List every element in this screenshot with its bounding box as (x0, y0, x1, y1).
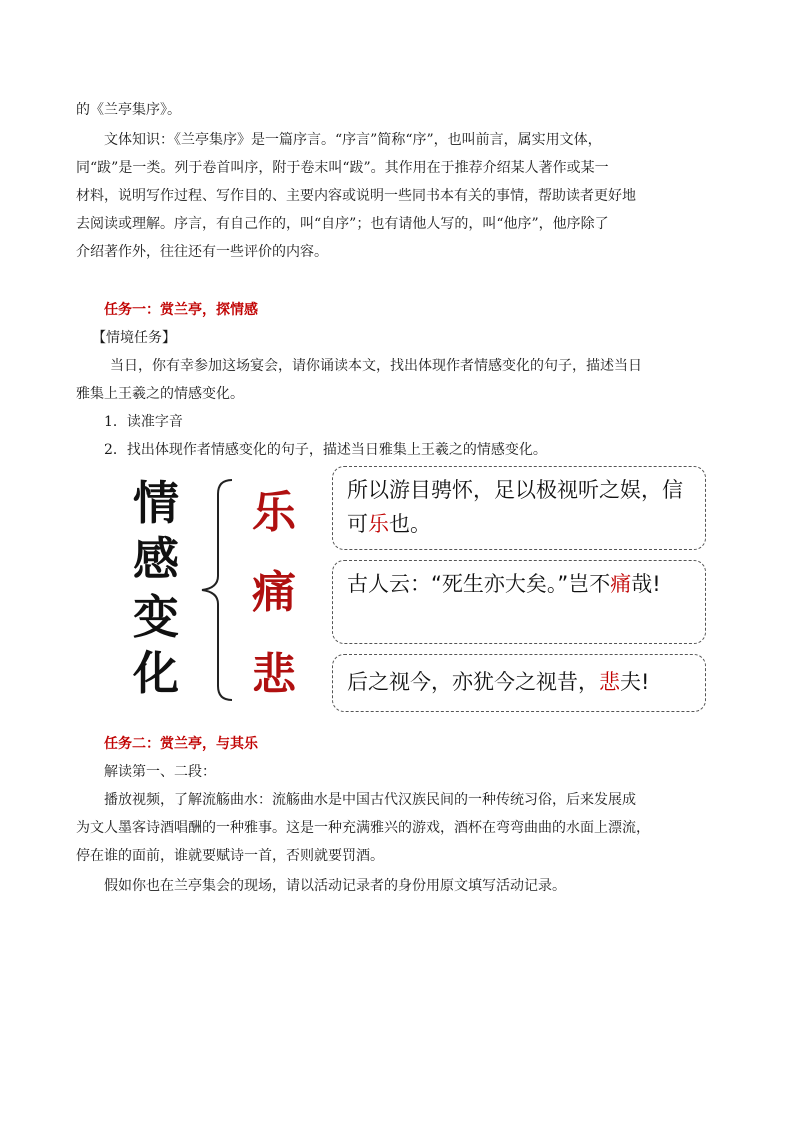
task2-line: 播放视频，了解流觞曲水：流觞曲水是中国古代汉族民间的一种传统习俗，后来发展成 (104, 792, 636, 808)
situation-line: 当日，你有幸参加这场宴会，请你诵读本文，找出体现作者情感变化的句子，描述当日 (110, 358, 642, 374)
paragraph-line: 同“跋”是一类。列于卷首叫序，附于卷末叫“跋”。其作用在于推荐介绍某人著作或某一 (76, 160, 609, 176)
quote-highlight: 痛 (610, 572, 632, 596)
quote-text: 也。 (389, 512, 431, 536)
quote-box (332, 466, 706, 550)
task1-heading: 任务一：赏兰亭，探情感 (104, 302, 258, 318)
emotion-char: 乐 (252, 487, 296, 538)
paragraph-line: 的《兰亭集序》。 (76, 102, 181, 118)
quote-text: 哉! (631, 572, 661, 596)
brace-icon (196, 476, 240, 704)
quote-text: 古人云：“死生亦大矣。”岂不 (347, 572, 611, 596)
title-char: 变 (133, 590, 179, 644)
title-char: 感 (133, 532, 179, 586)
task2-line: 为文人墨客诗酒唱酬的一种雅事。这是一种充满雅兴的游戏，酒杯在弯弯曲曲的水面上漂流， (76, 820, 650, 836)
quote-highlight: 乐 (368, 512, 389, 536)
task2-heading: 任务二：赏兰亭，与其乐 (104, 736, 258, 752)
paragraph-line: 材料，说明写作过程、写作目的、主要内容或说明一些同书本有关的事情，帮助读者更好地 (76, 188, 636, 204)
step-item: 1．读准字音 (104, 414, 183, 430)
quote-box (332, 560, 706, 644)
situation-line: 雅集上王羲之的情感变化。 (76, 386, 244, 402)
step-item: 2．找出体现作者情感变化的句子，描述当日雅集上王羲之的情感变化。 (104, 442, 547, 458)
task2-line: 停在谁的面前，谁就要赋诗一首，否则就要罚酒。 (76, 848, 384, 864)
quote-text: 后之视今，亦犹今之视昔， (347, 670, 599, 694)
title-char: 化 (133, 646, 179, 700)
quote-highlight: 悲 (599, 670, 620, 694)
paragraph-line: 文体知识：《兰亭集序》是一篇序言。“序言”简称“序”，也叫前言，属实用文体， (104, 132, 602, 148)
task2-line: 解读第一、二段： (104, 764, 216, 780)
situation-label: 【情境任务】 (92, 330, 176, 346)
task2-line: 假如你也在兰亭集会的现场，请以活动记录者的身份用原文填写活动记录。 (104, 878, 566, 894)
title-char: 情 (133, 476, 179, 530)
paragraph-line: 介绍著作外，往往还有一些评价的内容。 (76, 244, 328, 260)
quote-text: 所以游目骋怀，足以极视听之娱，信可 (347, 478, 683, 536)
paragraph-line: 去阅读或理解。序言，有自己作的，叫“自序”；也有请他人写的，叫“他序”，他序除了 (76, 216, 609, 232)
quote-text: 夫! (620, 670, 650, 694)
quote-box (332, 654, 706, 712)
emotion-char: 悲 (252, 649, 296, 700)
emotion-char: 痛 (252, 567, 296, 618)
